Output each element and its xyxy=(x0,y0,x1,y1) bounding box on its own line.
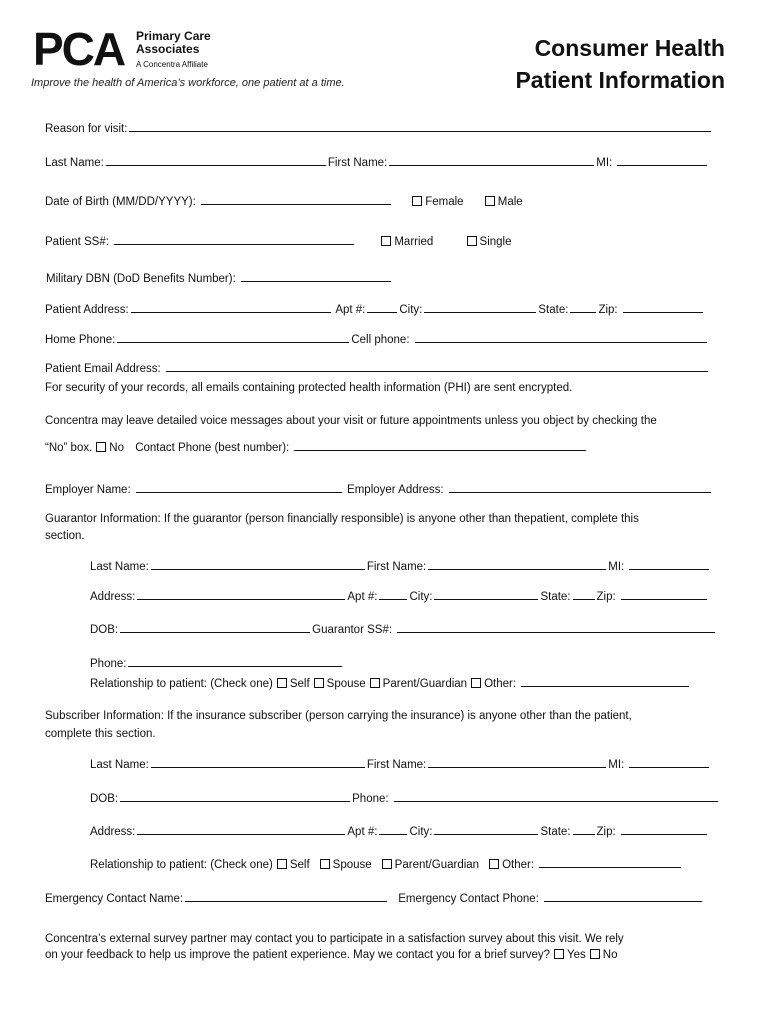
logo-text xyxy=(136,30,211,71)
state-label: State: xyxy=(538,304,569,316)
subscriber-mi-label: MI: xyxy=(608,759,625,771)
emergency-row xyxy=(45,890,704,907)
subscriber-state-label: State: xyxy=(540,826,571,838)
guarantor-self-label: Self xyxy=(289,678,310,690)
subscriber-info-2: complete this section. xyxy=(45,728,156,740)
apt-field[interactable] xyxy=(367,301,397,313)
guarantor-first-name-field[interactable] xyxy=(428,558,606,570)
female-label: Female xyxy=(425,196,464,208)
logo-line-2: Associates xyxy=(136,42,200,56)
subscriber-spouse-checkbox[interactable] xyxy=(320,859,330,869)
cell-phone-label: Cell phone: xyxy=(351,334,410,346)
subscriber-apt-field[interactable] xyxy=(379,823,407,835)
reason-row xyxy=(45,120,713,137)
subscriber-last-name-field[interactable] xyxy=(151,756,365,768)
guarantor-last-name-label: Last Name: xyxy=(90,561,149,573)
dob-field[interactable] xyxy=(201,193,391,205)
subscriber-name-row xyxy=(90,756,711,773)
male-label: Male xyxy=(497,196,523,208)
mi-label: MI: xyxy=(596,157,613,169)
employer-row xyxy=(45,481,713,498)
guarantor-address-label: Address: xyxy=(90,591,136,603)
logo-line-1: Primary Care xyxy=(136,29,211,43)
subscriber-info-1: Subscriber Information: If the insurance subscriber (person carrying the insurance) is anyone other than the patient, xyxy=(45,710,632,722)
guarantor-mi-field[interactable] xyxy=(629,558,709,570)
dob-row xyxy=(45,193,523,210)
guarantor-info-2: section. xyxy=(45,530,85,542)
employer-name-label: Employer Name: xyxy=(45,484,131,496)
subscriber-relationship-row xyxy=(90,856,683,873)
security-note: For security of your records, all emails containing protected health information (PHI) are sent encrypted. xyxy=(45,382,573,394)
guarantor-relationship-row xyxy=(90,675,691,692)
emergency-phone-field[interactable] xyxy=(544,890,702,902)
no-voice-checkbox[interactable] xyxy=(96,442,106,452)
subscriber-first-name-field[interactable] xyxy=(428,756,606,768)
city-label: City: xyxy=(399,304,423,316)
guarantor-parent-checkbox[interactable] xyxy=(370,678,380,688)
guarantor-parent-label: Parent/Guardian xyxy=(382,678,468,690)
survey-yes-label: Yes xyxy=(567,949,586,961)
guarantor-other-checkbox[interactable] xyxy=(471,678,481,688)
guarantor-info-1: Guarantor Information: If the guarantor (person financially responsible) is anyone other than thepatient, complete this xyxy=(45,513,639,525)
survey-yes-checkbox[interactable] xyxy=(554,949,564,959)
guarantor-dob-label: DOB: xyxy=(90,624,119,636)
survey-text-1: Concentra’s external survey partner may contact you to participate in a satisfaction survey about this visit. We rely xyxy=(45,933,624,945)
subscriber-last-name-label: Last Name: xyxy=(90,759,149,771)
form-header xyxy=(0,0,770,110)
pca-logo: PCA xyxy=(33,23,125,75)
survey-row xyxy=(45,947,617,963)
last-name-label: Last Name: xyxy=(45,157,104,169)
guarantor-city-field[interactable] xyxy=(434,588,538,600)
emergency-name-field[interactable] xyxy=(185,890,387,902)
subscriber-first-name-label: First Name: xyxy=(366,759,427,771)
employer-address-field[interactable] xyxy=(449,481,711,493)
subscriber-other-field[interactable] xyxy=(539,856,681,868)
guarantor-address-field[interactable] xyxy=(137,588,345,600)
apt-label: Apt #: xyxy=(335,304,366,316)
subscriber-spouse-label: Spouse xyxy=(332,859,372,871)
contact-phone-label: Contact Phone (best number): xyxy=(135,442,290,454)
subscriber-dob-field[interactable] xyxy=(120,790,350,802)
guarantor-city-label: City: xyxy=(409,591,433,603)
survey-no-label: No xyxy=(602,949,618,961)
title-line-2: Patient Information xyxy=(515,67,725,93)
guarantor-phone-row xyxy=(90,655,344,672)
ssn-label: Patient SS#: xyxy=(45,236,109,248)
tagline: Improve the health of America’s workforce, one patient at a time. xyxy=(31,77,345,89)
guarantor-phone-label: Phone: xyxy=(90,658,127,670)
guarantor-state-label: State: xyxy=(540,591,571,603)
subscriber-phone-label: Phone: xyxy=(352,793,389,805)
female-checkbox[interactable] xyxy=(412,196,422,206)
survey-text-2: on your feedback to help us improve the patient experience. May we contact you for a brief survey? xyxy=(45,949,551,961)
guarantor-spouse-label: Spouse xyxy=(326,678,366,690)
document-title xyxy=(515,32,725,96)
address-field[interactable] xyxy=(131,301,331,313)
ssn-row xyxy=(45,233,512,250)
subscriber-address-field[interactable] xyxy=(137,823,345,835)
subscriber-state-field[interactable] xyxy=(573,823,595,835)
military-label: Military DBN (DoD Benefits Number): xyxy=(46,273,236,285)
guarantor-other-field[interactable] xyxy=(521,675,689,687)
mi-field[interactable] xyxy=(617,154,707,166)
guarantor-apt-field[interactable] xyxy=(379,588,407,600)
zip-field[interactable] xyxy=(623,301,703,313)
reason-label: Reason for visit: xyxy=(45,123,128,135)
subscriber-relationship-label: Relationship to patient: (Check one) xyxy=(90,859,273,871)
email-field[interactable] xyxy=(166,360,708,372)
subscriber-city-field[interactable] xyxy=(434,823,538,835)
guarantor-ssn-label: Guarantor SS#: xyxy=(312,624,393,636)
name-row xyxy=(45,154,709,171)
subscriber-address-row xyxy=(90,823,709,840)
subscriber-dob-label: DOB: xyxy=(90,793,119,805)
survey-no-checkbox[interactable] xyxy=(590,949,600,959)
zip-label: Zip: xyxy=(598,304,618,316)
subscriber-phone-field[interactable] xyxy=(394,790,718,802)
dob-label: Date of Birth (MM/DD/YYYY): xyxy=(45,196,196,208)
subscriber-other-checkbox[interactable] xyxy=(489,859,499,869)
first-name-label: First Name: xyxy=(327,157,388,169)
subscriber-zip-field[interactable] xyxy=(621,823,707,835)
ssn-field[interactable] xyxy=(114,233,354,245)
guarantor-zip-label: Zip: xyxy=(596,591,616,603)
single-checkbox[interactable] xyxy=(467,236,477,246)
title-line-1: Consumer Health xyxy=(534,35,725,61)
single-label: Single xyxy=(479,236,512,248)
military-row xyxy=(46,270,393,287)
emergency-name-label: Emergency Contact Name: xyxy=(45,893,184,905)
subscriber-self-checkbox[interactable] xyxy=(277,859,287,869)
no-label: No xyxy=(109,442,124,454)
voice-row xyxy=(45,439,588,456)
address-label: Patient Address: xyxy=(45,304,129,316)
guarantor-last-name-field[interactable] xyxy=(151,558,365,570)
address-row xyxy=(45,301,705,318)
guarantor-dob-row xyxy=(90,621,717,638)
voice-note: Concentra may leave detailed voice messages about your visit or future appointments unless you object by checking the xyxy=(45,415,657,427)
guarantor-ssn-field[interactable] xyxy=(397,621,715,633)
guarantor-self-checkbox[interactable] xyxy=(277,678,287,688)
guarantor-name-row xyxy=(90,558,711,575)
male-checkbox[interactable] xyxy=(485,196,495,206)
home-phone-field[interactable] xyxy=(117,331,349,343)
subscriber-parent-checkbox[interactable] xyxy=(382,859,392,869)
subscriber-mi-field[interactable] xyxy=(629,756,709,768)
subscriber-other-label: Other: xyxy=(502,859,535,871)
last-name-field[interactable] xyxy=(106,154,326,166)
guarantor-first-name-label: First Name: xyxy=(366,561,427,573)
guarantor-other-label: Other: xyxy=(484,678,517,690)
guarantor-state-field[interactable] xyxy=(573,588,595,600)
employer-name-field[interactable] xyxy=(136,481,342,493)
reason-field[interactable] xyxy=(129,120,711,132)
subscriber-parent-label: Parent/Guardian xyxy=(394,859,480,871)
employer-address-label: Employer Address: xyxy=(347,484,444,496)
subscriber-zip-label: Zip: xyxy=(596,826,616,838)
emergency-phone-label: Emergency Contact Phone: xyxy=(398,893,539,905)
no-box-label: “No” box. xyxy=(45,442,93,454)
contact-phone-field[interactable] xyxy=(294,439,586,451)
logo-line-3: A Concentra Affiliate xyxy=(136,60,208,69)
subscriber-self-label: Self xyxy=(289,859,310,871)
guarantor-mi-label: MI: xyxy=(608,561,625,573)
married-label: Married xyxy=(394,236,434,248)
guarantor-apt-label: Apt #: xyxy=(347,591,378,603)
guarantor-relationship-label: Relationship to patient: (Check one) xyxy=(90,678,273,690)
guarantor-spouse-checkbox[interactable] xyxy=(314,678,324,688)
guarantor-dob-field[interactable] xyxy=(120,621,310,633)
state-field[interactable] xyxy=(570,301,596,313)
military-field[interactable] xyxy=(241,270,391,282)
subscriber-city-label: City: xyxy=(409,826,433,838)
phone-row xyxy=(45,331,709,348)
home-phone-label: Home Phone: xyxy=(45,334,116,346)
guarantor-address-row xyxy=(90,588,709,605)
email-label: Patient Email Address: xyxy=(45,363,161,375)
cell-phone-field[interactable] xyxy=(415,331,707,343)
subscriber-apt-label: Apt #: xyxy=(347,826,378,838)
married-checkbox[interactable] xyxy=(381,236,391,246)
city-field[interactable] xyxy=(424,301,536,313)
guarantor-zip-field[interactable] xyxy=(621,588,707,600)
first-name-field[interactable] xyxy=(389,154,594,166)
email-row xyxy=(45,360,710,377)
guarantor-phone-field[interactable] xyxy=(128,655,342,667)
subscriber-address-label: Address: xyxy=(90,826,136,838)
subscriber-dob-row xyxy=(90,790,720,807)
